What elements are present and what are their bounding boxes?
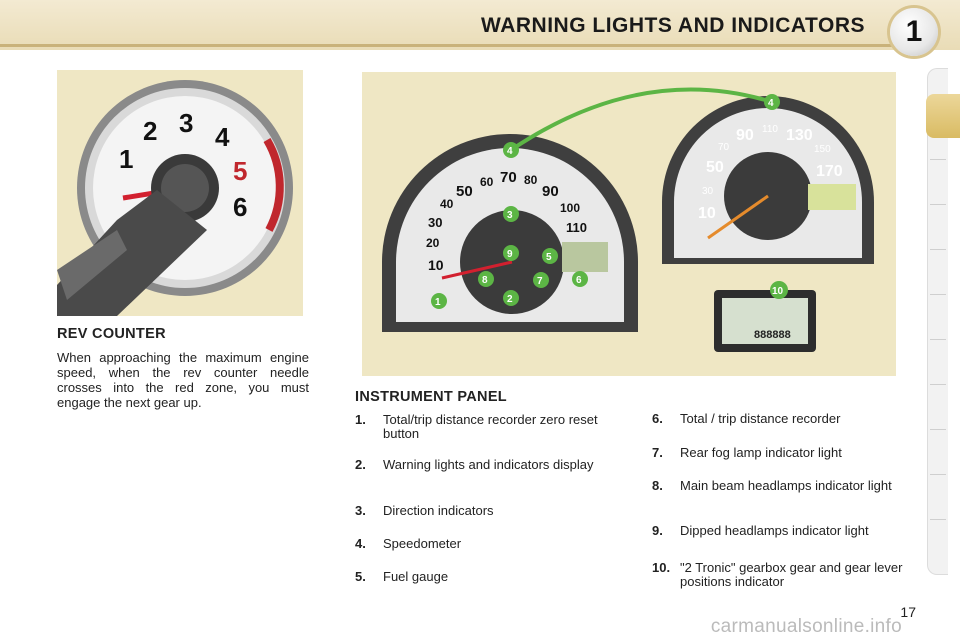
chapter-tab-active[interactable] [926,94,960,138]
speedometer-number: 70 [718,142,730,153]
marker-label: 2 [507,294,513,305]
speedometer-number: 110 [762,124,778,135]
legend-item [652,446,908,460]
instrument-panel-illustration [362,72,896,376]
legend-item [355,504,617,518]
legend-number: 10. [652,560,671,575]
legend-item [355,458,617,472]
legend-number: 3. [355,503,366,518]
tab-divider [930,384,946,385]
speedometer-number: 170 [816,163,843,180]
legend-number: 9. [652,523,663,538]
legend-label: Total / trip distance recorder [680,411,841,426]
speedometer-number: 130 [786,127,813,144]
marker-label: 4 [507,146,513,157]
legend-label: Rear fog lamp indicator light [680,445,842,460]
speed-number: 40 [440,197,454,211]
speed-number: 110 [566,220,587,235]
speed-number: 70 [500,169,517,186]
rev-counter-heading: REV COUNTER [57,326,166,342]
legend-label: Dipped headlamps indicator light [680,523,869,538]
instrument-panel-heading: INSTRUMENT PANEL [355,389,507,405]
legend-label: Speedometer [383,536,462,551]
legend-label: Main beam headlamps indicator light [680,478,892,493]
legend-number: 4. [355,536,366,551]
odometer-display: 888888 [754,329,791,341]
marker-label: 1 [435,297,441,308]
speed-number: 90 [542,183,559,200]
legend-item [652,561,908,589]
rev-counter-text: When approaching the maximum engine speed, when the rev counter needle crosses into the red zone, you must engage the next gear up. [57,350,309,410]
legend-label: Total/trip distance recorder zero reset button [383,412,598,441]
tab-divider [930,429,946,430]
tab-divider [930,294,946,295]
speed-number: 10 [428,257,444,273]
legend-label: Fuel gauge [383,569,449,584]
marker-label: 5 [546,252,552,263]
rev-number: 6 [233,192,248,222]
speedometer-number: 10 [698,205,716,222]
watermark: carmanualsonline.info [710,616,902,637]
rev-number: 4 [215,122,230,152]
chapter-badge: 1 [890,8,938,56]
legend-item [652,524,908,538]
speed-number: 30 [428,215,443,230]
rev-number: 3 [179,108,194,138]
header-rule [0,44,900,47]
speed-number: 50 [456,183,473,200]
legend-label: Warning lights and indicators display [383,457,594,472]
marker-label: 7 [537,276,543,287]
page-number: 17 [900,604,916,620]
speedometer-number: 50 [706,159,724,176]
marker-label: 4 [768,98,774,109]
legend-item [355,413,617,441]
speedometer-number: 30 [702,186,714,197]
speed-number: 60 [480,175,494,189]
speedometer-number: 150 [814,144,831,155]
marker-label: 8 [482,275,488,286]
legend-item [652,412,908,426]
rev-number: 2 [143,116,158,146]
tab-divider [930,249,946,250]
legend-item [652,479,908,493]
marker-label: 6 [576,275,582,286]
marker-label: 3 [507,210,513,221]
tab-divider [930,204,946,205]
marker-label: 9 [507,249,513,260]
speed-number: 20 [426,236,440,250]
marker-label: 10 [772,286,784,297]
legend-number: 5. [355,569,366,584]
legend-item [355,537,617,551]
rev-number: 1 [119,144,134,174]
speed-number: 80 [524,173,538,187]
speedometer-number: 90 [736,127,754,144]
rev-number: 5 [233,156,248,186]
chapter-tabs [927,68,948,575]
legend-number: 2. [355,457,366,472]
tab-divider [930,474,946,475]
page-title: WARNING LIGHTS AND INDICATORS [481,14,865,37]
tab-divider [930,339,946,340]
legend-label: "2 Tronic" gearbox gear and gear lever positions indicator [680,560,903,589]
legend-number: 6. [652,411,663,426]
legend-number: 1. [355,412,366,427]
legend-label: Direction indicators [383,503,494,518]
speed-number: 100 [560,201,581,215]
legend-item [355,570,617,584]
legend-number: 8. [652,478,663,493]
rev-counter-illustration [57,70,303,316]
tab-divider [930,159,946,160]
tab-divider [930,519,946,520]
legend-number: 7. [652,445,663,460]
